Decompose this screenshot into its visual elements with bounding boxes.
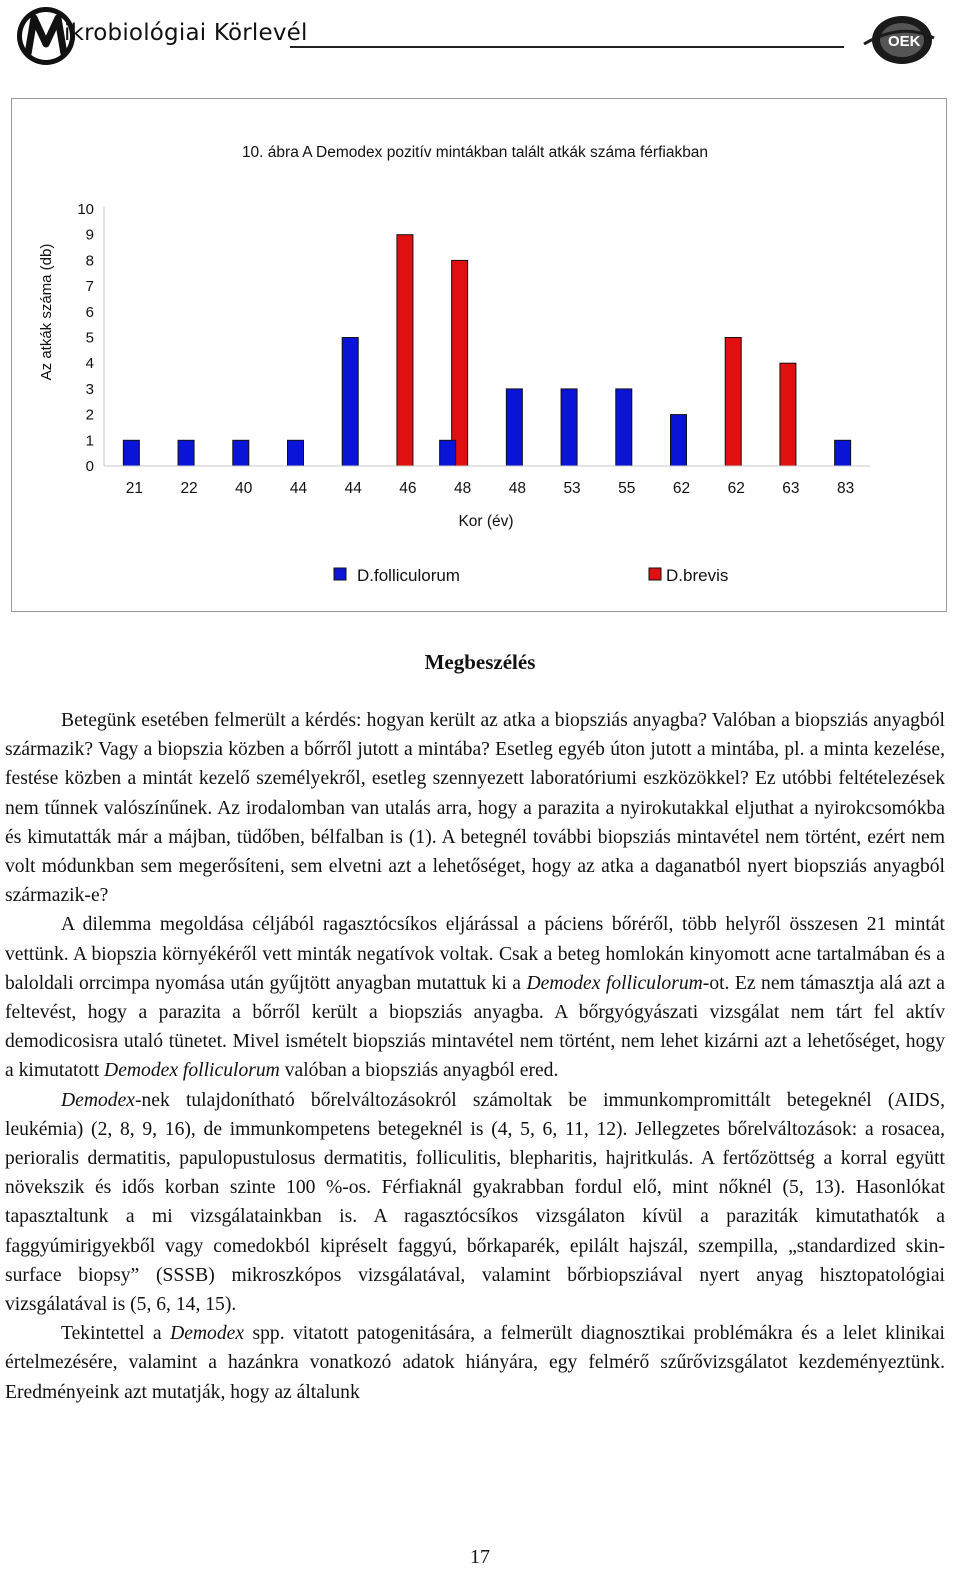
- bar-folliculorum: [835, 440, 851, 466]
- bar-brevis: [452, 260, 468, 466]
- legend-label-folliculorum: D.folliculorum: [357, 566, 460, 585]
- x-tick-label: 46: [399, 480, 417, 497]
- y-tick-label: 7: [85, 278, 94, 296]
- y-axis-label: Az atkák száma (db): [38, 243, 55, 381]
- x-tick-label: 83: [837, 480, 855, 497]
- y-tick-label: 6: [85, 303, 94, 321]
- page-number: 17: [470, 1546, 490, 1568]
- y-tick-label: 0: [85, 458, 94, 475]
- paragraph-4: Tekintettel a Demodex spp. vitatott patogenitására, a felmerült diagnosztikai problémákra és a lelet klinikai értelmezésére, valamint a hazánkra vonatkozó adatok hiányára, egy felmérő szűrővizsgálatot kezdeményeztünk. Eredményeink azt mutatják, hogy az általunk: [5, 1323, 945, 1403]
- journal-title: ikrobiológiai Körlevél: [64, 20, 308, 46]
- y-tick-label: 2: [85, 406, 94, 424]
- x-tick-label: 63: [782, 480, 800, 497]
- legend-swatch-brevis: [649, 568, 661, 580]
- bar-brevis: [780, 363, 796, 466]
- x-tick-label: 44: [344, 480, 362, 497]
- bar-folliculorum: [233, 440, 249, 466]
- bar-folliculorum: [616, 389, 632, 466]
- species-name: Demodex folliculorum: [526, 972, 703, 994]
- chart-title: 10. ábra A Demodex pozitív mintákban talált atkák száma férfiakban: [241, 144, 709, 161]
- genus-name: Demodex: [170, 1323, 245, 1345]
- y-tick-label: 10: [77, 201, 94, 218]
- y-tick-label: 3: [85, 380, 94, 398]
- bar-folliculorum: [440, 440, 456, 466]
- genus-name: Demodex: [61, 1089, 135, 1111]
- x-tick-label: 40: [235, 480, 253, 497]
- y-tick-label: 1: [85, 432, 94, 450]
- journal-header: [0, 0, 960, 80]
- section-title: Megbeszélés: [424, 650, 536, 674]
- oek-logo-icon: [862, 12, 936, 68]
- x-tick-labels: [126, 480, 855, 497]
- x-tick-label: 48: [454, 480, 472, 497]
- y-tick-label: 9: [85, 226, 94, 244]
- x-tick-label: 21: [125, 480, 143, 497]
- x-tick-label: 62: [672, 480, 691, 497]
- y-tick-label: 8: [85, 252, 94, 270]
- x-tick-label: 53: [563, 480, 581, 497]
- legend: [334, 566, 728, 585]
- bar-chart: [12, 99, 946, 611]
- oek-logo-text: OEK: [888, 33, 921, 50]
- bar-brevis: [397, 235, 413, 466]
- paragraph-2: A dilemma megoldása céljából ragasztócsíkos eljárással a páciens bőréről, több helyről összesen 21 mintát vettünk. A biopszia környékéről vett minták negatívok voltak. Csak a beteg homlokán kinyomott acne tartalmában és a baloldali orrcimpa nyomása után gyűjtött anyagban mutattuk ki a Demodex folliculorum-ot. Ez nem támasztja alá azt a feltevést, hogy a parazita a bőrről került a biopsziás anyagba. A bőrgyógyászati vizsgálat nem tárt fel aktív demodicosisra utaló tünetet. Mivel ismételt biopsziás mintavétel nem történt, nem lehet kizárni azt a lehetőséget, hogy a kimutatott Demodex folliculorum valóban a biopsziás anyagból ered.: [5, 914, 945, 1082]
- x-tick-label: 44: [289, 480, 308, 497]
- bar-brevis: [725, 338, 741, 467]
- y-tick-labels: [77, 201, 94, 475]
- x-tick-label: 22: [180, 480, 198, 497]
- bars: [123, 235, 850, 466]
- species-name: Demodex folliculorum: [104, 1060, 280, 1082]
- bar-folliculorum: [561, 389, 577, 466]
- bar-folliculorum: [288, 440, 304, 466]
- x-axis-label: Kor (év): [458, 513, 514, 530]
- x-tick-label: 55: [618, 480, 636, 497]
- bar-folliculorum: [506, 389, 522, 466]
- y-tick-label: 5: [85, 329, 94, 347]
- article-body: [5, 706, 945, 1407]
- bar-folliculorum: [671, 415, 687, 466]
- bar-folliculorum: [123, 440, 139, 466]
- bar-chart-figure: [11, 98, 947, 612]
- bar-folliculorum: [178, 440, 194, 466]
- legend-label-brevis: D.brevis: [666, 566, 729, 585]
- header-rule: [290, 46, 844, 48]
- paragraph-3: Demodex-nek tulajdonítható bőrelváltozásokról számoltak be immunkompromittált betegeknél (AIDS, leukémia) (2, 8, 9, 16), de immunkompetens betegeknél is (4, 5, 6, 11, 12). Jellegzetes bőrelváltozások: a rosacea, perioralis dermatitis, papulopustulosus dermatitis, folliculitis, blepharitis, hajritkulás. A fertőzöttség a korral együtt növekszik és idős korban szinte 100 %-os. Férfiaknál gyakrabban fordul elő, mint nőknél (5, 13). Hasonlókat tapasztaltunk a mi vizsgálatainkban is. A ragasztócsíkos vizsgálaton kívül a paraziták kimutathatók a faggyúmirigyekből vagy comedokból kipréselt faggyú, bőrkaparék, epilált hajszál, szempilla, „standardized skin-surface biopsy” (SSSB) mikroszkópos vizsgálatával, valamint bőrbiopsziával nyert anyag hisztopatológiai vizsgálatával is (5, 6, 14, 15).: [5, 1089, 945, 1316]
- bar-folliculorum: [342, 338, 358, 467]
- x-tick-label: 62: [727, 480, 745, 497]
- y-tick-label: 4: [85, 355, 94, 373]
- legend-swatch-folliculorum: [334, 568, 346, 580]
- paragraph-1: Betegünk esetében felmerült a kérdés: hogyan került az atka a biopsziás anyagba? Valóban a biopsziás anyagból származik? Vagy a biopszia közben a bőrről jutott a mintába? Esetleg egyéb úton jutott a mintába, pl. a minta kezelése, festése közben a mintát kezelő személyekről, esetleg szennyezett laboratóriumi eszközökkel? Ez utóbbi feltételezések nem tűnnek valószínűnek. Az irodalomban van utalás arra, hogy a parazita a nyirokutakkal eljuthat a nyirokcsomókba és kimutatták már a májban, tüdőben, bélfalban is (1). A betegnél további biopsziás mintavétel nem történt, ezért nem volt módunkban sem megerősíteni, sem elvetni azt a lehetőséget, hogy az atka a daganatból nyert biopsziás anyagból származik-e?: [5, 710, 945, 907]
- x-tick-label: 48: [508, 480, 526, 497]
